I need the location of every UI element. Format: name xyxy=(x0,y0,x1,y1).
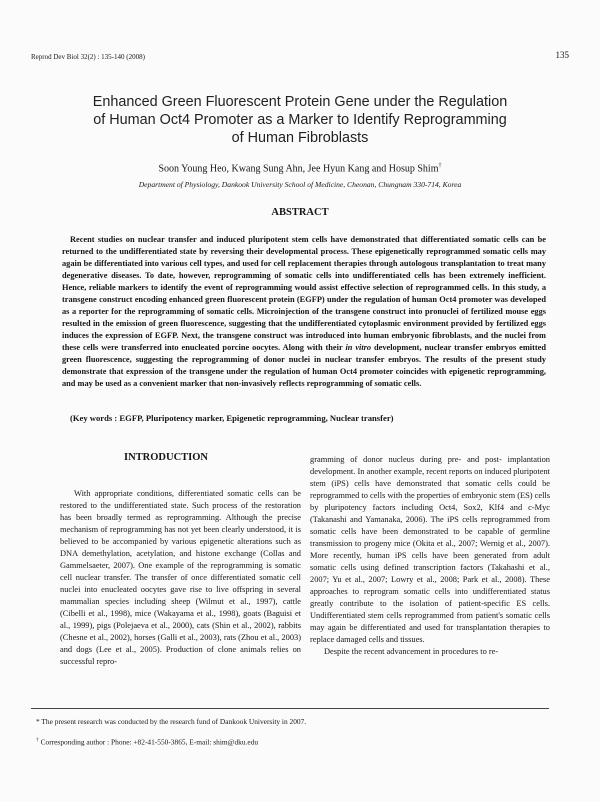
abstract-text: development, nuclear transfer embryos emitted green fluorescence, suggesting the reprogramming of donor nuclei in nuclear transfer embryos. The results of the present study demonstrate that expression of the transgene under the regulation of human Oct4 promoter coincides with epigenetic reprogramming, and may be used as a convenient marker that non-invasively reflects reprogramming of somatic cells. xyxy=(62,343,546,388)
corresponding-footnote xyxy=(36,731,536,751)
abstract-heading: ABSTRACT xyxy=(271,207,329,218)
article-title xyxy=(40,93,560,147)
page-number: 135 xyxy=(555,50,569,60)
affiliation: Department of Physiology, Dankook University School of Medicine, Cheonan, Chungnam 330-714, Korea xyxy=(138,180,462,189)
keywords: (Key words : EGFP, Pluripotency marker, Epigenetic reprogramming, Nuclear transfer) xyxy=(70,413,394,423)
author-names: Soon Young Heo, Kwang Sung Ahn, Jee Hyun Kang and Hosup Shim xyxy=(158,163,439,175)
paragraph: gramming of donor nucleus during pre- and post- implantation development. In another example, recent reports on induced pluripotent stem (iPS) cells have demonstrated that somatic cells could be reprogrammed to cells with the properties of embryonic stem (ES) cells by pluripotency factors including Oct4, Sox2, Klf4 and c-Myc (Takanashi and Yamanaka, 2006). The iPS cells reprogrammed from somatic cells have been demonstrated to be capable of germline transmission to progeny mice (Okita et al., 2007; Wernig et al., 2007). More recently, human iPS cells have been generated from adult somatic cells using defined transcription factors (Takahashi et al., 2007; Yu et al., 2007; Lowry et al., 2008; Park et al., 2008). These approaches to reprogram somatic cells into undifferentiated status greatly contribute to the isolation of patient-specific ES cells. Undifferentiated stem cells reprogrammed from patient's somatic cells may again be differentiated and used for transplantation therapies to replace damaged cells and tissues. xyxy=(310,455,551,644)
footnotes xyxy=(36,713,536,751)
title-line: of Human Oct4 Promoter as a Marker to Identify Reprogramming xyxy=(93,112,507,128)
corresponding-footnote-text: Corresponding author : Phone: +82-41-550-3865, E-mail: shim@dku.edu xyxy=(40,737,259,747)
introduction-heading: INTRODUCTION xyxy=(123,452,208,463)
paragraph: Despite the recent advancement in procedures to re- xyxy=(324,647,499,656)
footnote-divider xyxy=(31,708,549,709)
paragraph: With appropriate conditions, differentiated somatic cells can be restored to the undifferentiated state. Such process of the restoration has been broadly termed as reprogramming. Although the precise mechanism of reprogramming has not yet been clearly understood, it is believed to be accompanied by various epigenetic alterations such as DNA demethylation, acetylation, and histone exchange (Collas and Gammelsaeter, 2007). One example of the reprogramming is somatic cell nuclear transfer. The transfer of once differentiated somatic cell nuclei into enucleated oocytes gave rise to live offspring in several mammalian species including sheep (Wilmut et al., 1997), cattle (Cibelli et al., 1998), mice (Wakayama et al., 1998), goats (Baguisi et al., 1999), pigs (Polejaeva et al., 2000), cats (Shin et al., 2002), rabbits (Chesne et al., 2002), horses (Galli et al., 2003), rats (Zhou et al., 2003) and dogs (Lee et al., 2005). Production of clone animals relies on successful repro- xyxy=(60,489,301,666)
abstract-text: Recent studies on nuclear transfer and induced pluripotent stem cells have demonstrated that differentiated somatic cells can be returned to the undifferentiated state by reversing their developmental process. These epigenetically reprogrammed somatic cells may again be differentiated into various cell types, and used for cell replacement therapies through autologous transplantation to treat many degenerative diseases. To date, however, reprogramming of somatic cells into undifferentiated cells has been extremely inefficient. Hence, reliable markers to identify the event of reprogramming would assist effective selection of reprogrammed cells. In this study, a transgene construct encoding enhanced green fluorescent protein (EGFP) under the regulation of human Oct4 promoter was developed as a reporter for the reprogramming of somatic cells. Microinjection of the transgene construct into pronuclei of fertilized mouse eggs resulted in the emission of green fluorescence, suggesting that the undifferentiated cytoplasmic environment provided by fertilized eggs induces the expression of EGFP. Next, the transgene construct was introduced into human embryonic fibroblasts, and the nuclei from these cells were transferred into enucleated porcine oocytes. Along with their xyxy=(62,235,546,352)
abstract-italic-term: in vitro xyxy=(345,343,372,352)
right-column xyxy=(310,454,550,658)
corresponding-mark: † xyxy=(438,163,442,169)
corresponding-footnote-mark: † xyxy=(36,737,39,743)
title-line: of Human Fibroblasts xyxy=(231,130,369,146)
running-head: Reprod Dev Biol 32(2) : 135-140 (2008) xyxy=(31,53,145,61)
title-line: Enhanced Green Fluorescent Protein Gene under the Regulation xyxy=(92,94,508,110)
left-column xyxy=(60,488,301,668)
funding-footnote: * The present research was conducted by the research fund of Dankook University in 2007. xyxy=(36,717,307,726)
abstract-body xyxy=(62,234,546,390)
author-list xyxy=(40,163,560,174)
